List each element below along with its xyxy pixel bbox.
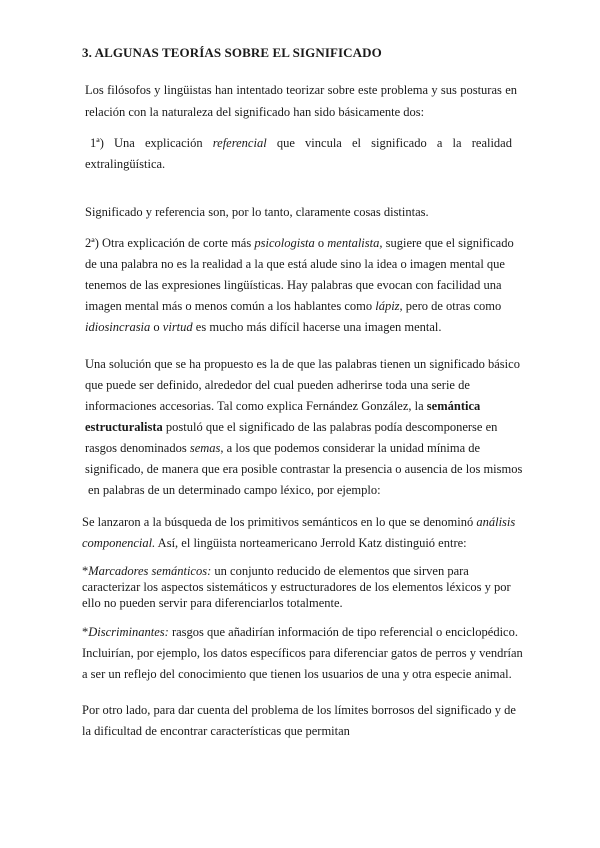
paragraph-conclusion: Significado y referencia son, por lo tanto, claramente cosas distintas. [85, 205, 429, 219]
text-run: 2ª) Otra explicación de corte más [85, 236, 255, 250]
text-line: relación con la naturaleza del significado han sido básicamente dos: [85, 105, 425, 119]
text-line: Incluirían, por ejemplo, los datos específicos para diferenciar gatos de perros y vendrían [82, 646, 523, 660]
text-line [85, 440, 480, 456]
text-line: Por otro lado, para dar cuenta del problema de los límites borrosos del significado y de [82, 703, 516, 717]
text-line [82, 563, 469, 579]
text-line: caracterizar los aspectos sistemáticos y estructuradores de los elementos léxicos y por [82, 580, 511, 594]
italic-term: psicologista [254, 236, 315, 250]
text-run: es mucho más difícil hacerse una imagen mental. [192, 320, 442, 334]
text-run: Así, el lingüista norteamericano Jerrold Katz distinguió entre: [155, 536, 467, 550]
text-run: o [314, 236, 328, 250]
text-line [82, 514, 515, 530]
text-line [82, 535, 467, 551]
text-run: rasgos denominados [85, 441, 190, 455]
italic-term: idiosincrasia [85, 320, 151, 334]
text-line: Una solución que se ha propuesto es la de que las palabras tienen un significado básico [85, 357, 520, 371]
text-run: sugiere que el significado [382, 236, 514, 250]
italic-term: virtud [162, 320, 193, 334]
bold-term: semántica [426, 399, 481, 413]
text-run: un conjunto reducido de elementos que sirven para [211, 564, 469, 578]
text-line: en palabras de un determinado campo léxico, por ejemplo: [88, 483, 381, 497]
section-title: 3. ALGUNAS TEORÍAS SOBRE EL SIGNIFICADO [82, 45, 382, 60]
italic-term: lápiz, [375, 299, 403, 313]
text-line: extralingüística. [85, 157, 166, 171]
italic-term: componencial. [82, 536, 156, 550]
bullet-asterisk: * [82, 564, 89, 578]
text-line: ello no pueden servir para diferenciarlos totalmente. [82, 596, 343, 610]
text-line: a ser un reflejo del conocimiento que tienen los usuarios de una y otra especie animal. [82, 667, 512, 681]
text-run: rasgos que añadirían información de tipo referencial o enciclopédico. [168, 625, 518, 639]
text-line: significado, de manera que era posible contrastar la presencia o ausencia de los mismos [85, 462, 523, 476]
italic-term: semas [189, 441, 221, 455]
bold-term: estructuralista [85, 420, 163, 434]
text-run: que vincula el significado a la realidad [266, 136, 512, 150]
text-line [85, 298, 501, 314]
bullet-asterisk: * [82, 625, 89, 639]
italic-term: referencial [212, 136, 267, 150]
text-line [85, 235, 514, 251]
text-run: imagen mental más o menos común a los hablantes como [85, 299, 376, 313]
text-line [90, 135, 512, 151]
italic-term: mentalista, [327, 236, 383, 250]
text-line: la dificultad de encontrar características que permitan [82, 724, 350, 738]
text-line: que puede ser definido, alrededor del cual pueden adherirse toda una serie de [85, 378, 470, 392]
text-run: informaciones accesorias. Tal como explica Fernández González, la [85, 399, 427, 413]
text-line: Los filósofos y lingüistas han intentado teorizar sobre este problema y sus posturas en [85, 83, 517, 97]
text-run: Se lanzaron a la búsqueda de los primitivos semánticos en lo que se denominó [82, 515, 477, 529]
italic-term: Marcadores semánticos: [88, 564, 212, 578]
text-line [85, 398, 480, 414]
text-line: tenemos de las expresiones lingüísticas. Hay palabras que evocan con facilidad una [85, 278, 502, 292]
text-run: o [150, 320, 163, 334]
text-run: postuló que el significado de las palabras podía descomponerse en [162, 420, 498, 434]
text-run: , a los que podemos considerar la unidad mínima de [220, 441, 481, 455]
text-line [82, 624, 518, 640]
text-run: pero de otras como [402, 299, 502, 313]
text-line: de una palabra no es la realidad a la que está alude sino la idea o imagen mental que [85, 257, 505, 271]
text-line [85, 319, 442, 335]
text-line [85, 419, 497, 435]
text-run: 1ª) Una explicación [90, 136, 213, 150]
italic-term: análisis [476, 515, 516, 529]
italic-term: Discriminantes: [88, 625, 169, 639]
